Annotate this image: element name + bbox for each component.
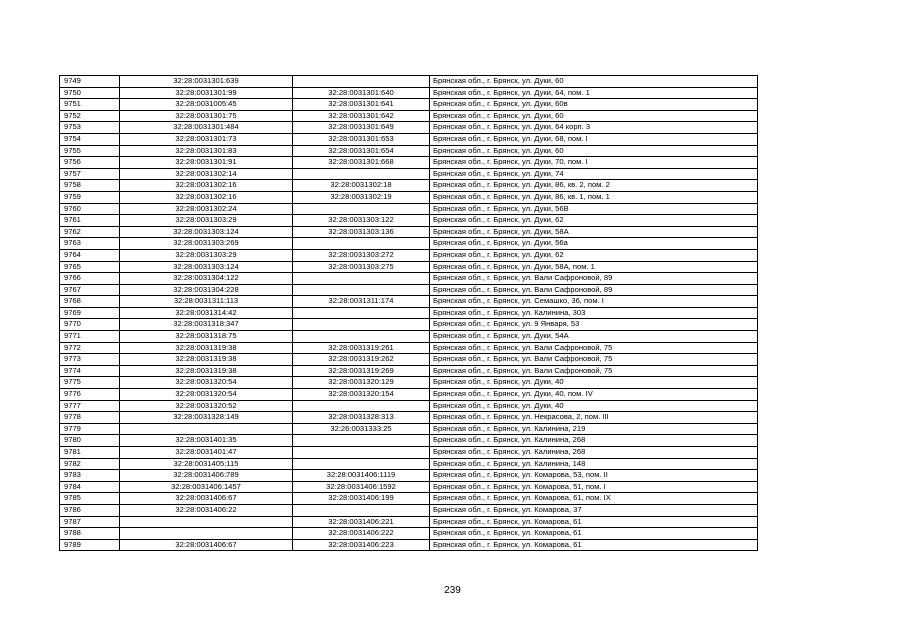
- parcel-cadastral-number-cell: 32:28:0031318:347: [120, 319, 293, 331]
- parcel-cadastral-number-cell: 32:28:0031301:83: [120, 145, 293, 157]
- building-cadastral-number-cell: 32:28:0031301:668: [293, 157, 430, 169]
- table-row: [60, 539, 758, 551]
- table-row: [60, 191, 758, 203]
- row-number-cell: 9750: [60, 87, 120, 99]
- building-cadastral-number-cell: 32:28:0031301:641: [293, 99, 430, 111]
- table-row: [60, 319, 758, 331]
- parcel-cadastral-number-cell: 32:28:0031319:38: [120, 342, 293, 354]
- row-number-cell: 9755: [60, 145, 120, 157]
- address-cell: Брянская обл., г. Брянск, ул. Некрасова, 2, пом. III: [430, 412, 758, 424]
- table-row: [60, 435, 758, 447]
- row-number-cell: 9762: [60, 226, 120, 238]
- row-number-cell: 9771: [60, 331, 120, 343]
- building-cadastral-number-cell: 32:28:0031302:18: [293, 180, 430, 192]
- parcel-cadastral-number-cell: 32:28:0031303:29: [120, 249, 293, 261]
- row-number-cell: 9754: [60, 133, 120, 145]
- address-cell: Брянская обл., г. Брянск, ул. Дуки, 40: [430, 400, 758, 412]
- parcel-cadastral-number-cell: 32:28:0031406:789: [120, 470, 293, 482]
- address-cell: Брянская обл., г. Брянск, ул. Дуки, 60: [430, 145, 758, 157]
- row-number-cell: 9784: [60, 481, 120, 493]
- parcel-cadastral-number-cell: 32:28:0031303:124: [120, 261, 293, 273]
- parcel-cadastral-number-cell: 32:28:0031319:38: [120, 354, 293, 366]
- parcel-cadastral-number-cell: 32:28:0031005:45: [120, 99, 293, 111]
- row-number-cell: 9777: [60, 400, 120, 412]
- building-cadastral-number-cell: 32:28:0031301:654: [293, 145, 430, 157]
- building-cadastral-number-cell: 32:28:0031303:136: [293, 226, 430, 238]
- building-cadastral-number-cell: 32:28:0031406:1592: [293, 481, 430, 493]
- row-number-cell: 9776: [60, 389, 120, 401]
- row-number-cell: 9749: [60, 76, 120, 88]
- building-cadastral-number-cell: 32:28:0031406:1119: [293, 470, 430, 482]
- row-number-cell: 9772: [60, 342, 120, 354]
- row-number-cell: 9766: [60, 273, 120, 285]
- row-number-cell: 9789: [60, 539, 120, 551]
- building-cadastral-number-cell: 32:28:0031328:313: [293, 412, 430, 424]
- address-cell: Брянская обл., г. Брянск, ул. Дуки, 58А: [430, 226, 758, 238]
- building-cadastral-number-cell: 32:28:0031406:199: [293, 493, 430, 505]
- table-row: [60, 470, 758, 482]
- table-row: [60, 99, 758, 111]
- address-cell: Брянская обл., г. Брянск, ул. Дуки, 40, пом. IV: [430, 389, 758, 401]
- building-cadastral-number-cell: [293, 458, 430, 470]
- row-number-cell: 9775: [60, 377, 120, 389]
- parcel-cadastral-number-cell: 32:28:0031406:1457: [120, 481, 293, 493]
- address-cell: Брянская обл., г. Брянск, ул. Дуки, 56а: [430, 238, 758, 250]
- row-number-cell: 9778: [60, 412, 120, 424]
- building-cadastral-number-cell: [293, 504, 430, 516]
- cadastral-table: [59, 75, 758, 551]
- table-row: [60, 423, 758, 435]
- address-cell: Брянская обл., г. Брянск, ул. Комарова, 37: [430, 504, 758, 516]
- parcel-cadastral-number-cell: 32:28:0031304:122: [120, 273, 293, 285]
- parcel-cadastral-number-cell: 32:28:0031302:16: [120, 191, 293, 203]
- parcel-cadastral-number-cell: 32:28:0031405:115: [120, 458, 293, 470]
- row-number-cell: 9773: [60, 354, 120, 366]
- row-number-cell: 9768: [60, 296, 120, 308]
- table-row: [60, 133, 758, 145]
- address-cell: Брянская обл., г. Брянск, ул. Дуки, 58А, пом. 1: [430, 261, 758, 273]
- building-cadastral-number-cell: [293, 76, 430, 88]
- row-number-cell: 9785: [60, 493, 120, 505]
- parcel-cadastral-number-cell: 32:28:0031406:22: [120, 504, 293, 516]
- address-cell: Брянская обл., г. Брянск, ул. Семашко, 36, пом. I: [430, 296, 758, 308]
- table-row: [60, 284, 758, 296]
- building-cadastral-number-cell: 32:28:0031301:649: [293, 122, 430, 134]
- building-cadastral-number-cell: 32:28:0031320:129: [293, 377, 430, 389]
- parcel-cadastral-number-cell: 32:28:0031302:14: [120, 168, 293, 180]
- address-cell: Брянская обл., г. Брянск, ул. Дуки, 56В: [430, 203, 758, 215]
- building-cadastral-number-cell: 32:28:0031319:261: [293, 342, 430, 354]
- parcel-cadastral-number-cell: 32:28:0031303:124: [120, 226, 293, 238]
- row-number-cell: 9774: [60, 365, 120, 377]
- table-row: [60, 122, 758, 134]
- building-cadastral-number-cell: [293, 168, 430, 180]
- table-row: [60, 504, 758, 516]
- table-row: [60, 493, 758, 505]
- table-row: [60, 249, 758, 261]
- building-cadastral-number-cell: [293, 273, 430, 285]
- building-cadastral-number-cell: [293, 319, 430, 331]
- table-row: [60, 226, 758, 238]
- table-row: [60, 261, 758, 273]
- parcel-cadastral-number-cell: 32:28:0031320:52: [120, 400, 293, 412]
- building-cadastral-number-cell: 32:28:0031301:653: [293, 133, 430, 145]
- parcel-cadastral-number-cell: 32:28:0031301:639: [120, 76, 293, 88]
- row-number-cell: 9787: [60, 516, 120, 528]
- parcel-cadastral-number-cell: 32:28:0031303:269: [120, 238, 293, 250]
- table-row: [60, 377, 758, 389]
- parcel-cadastral-number-cell: 32:28:0031318:75: [120, 331, 293, 343]
- address-cell: Брянская обл., г. Брянск, ул. Дуки, 74: [430, 168, 758, 180]
- parcel-cadastral-number-cell: 32:28:0031319:38: [120, 365, 293, 377]
- building-cadastral-number-cell: 32:28:0031406:221: [293, 516, 430, 528]
- table-row: [60, 400, 758, 412]
- parcel-cadastral-number-cell: 32:28:0031301:73: [120, 133, 293, 145]
- address-cell: Брянская обл., г. Брянск, ул. Дуки, 86, кв. 2, пом. 2: [430, 180, 758, 192]
- table-row: [60, 76, 758, 88]
- parcel-cadastral-number-cell: 32:28:0031301:99: [120, 87, 293, 99]
- row-number-cell: 9756: [60, 157, 120, 169]
- table-row: [60, 342, 758, 354]
- building-cadastral-number-cell: 32:28:0031319:269: [293, 365, 430, 377]
- parcel-cadastral-number-cell: 32:28:0031301:484: [120, 122, 293, 134]
- address-cell: Брянская обл., г. Брянск, ул. Дуки, 60: [430, 110, 758, 122]
- parcel-cadastral-number-cell: 32:28:0031328:149: [120, 412, 293, 424]
- building-cadastral-number-cell: 32:28:0031406:222: [293, 528, 430, 540]
- table-row: [60, 296, 758, 308]
- row-number-cell: 9769: [60, 307, 120, 319]
- row-number-cell: 9751: [60, 99, 120, 111]
- table-row: [60, 87, 758, 99]
- table-row: [60, 389, 758, 401]
- cadastral-table-body: [60, 76, 758, 551]
- address-cell: Брянская обл., г. Брянск, ул. Дуки, 54А: [430, 331, 758, 343]
- building-cadastral-number-cell: [293, 307, 430, 319]
- parcel-cadastral-number-cell: 32:28:0031302:24: [120, 203, 293, 215]
- table-row: [60, 516, 758, 528]
- building-cadastral-number-cell: 32:28:0031320:154: [293, 389, 430, 401]
- building-cadastral-number-cell: 32:28:0031301:640: [293, 87, 430, 99]
- building-cadastral-number-cell: 32:28:0031406:223: [293, 539, 430, 551]
- address-cell: Брянская обл., г. Брянск, ул. Вали Сафроновой, 75: [430, 342, 758, 354]
- building-cadastral-number-cell: 32:26:0031333:25: [293, 423, 430, 435]
- address-cell: Брянская обл., г. Брянск, ул. Калинина, 268: [430, 435, 758, 447]
- address-cell: Брянская обл., г. Брянск, ул. Дуки, 70, пом. I: [430, 157, 758, 169]
- row-number-cell: 9779: [60, 423, 120, 435]
- row-number-cell: 9765: [60, 261, 120, 273]
- table-row: [60, 447, 758, 459]
- table-row: [60, 157, 758, 169]
- table-row: [60, 238, 758, 250]
- parcel-cadastral-number-cell: 32:28:0031301:91: [120, 157, 293, 169]
- address-cell: Брянская обл., г. Брянск, ул. Дуки, 62: [430, 249, 758, 261]
- building-cadastral-number-cell: [293, 435, 430, 447]
- parcel-cadastral-number-cell: 32:28:0031401:35: [120, 435, 293, 447]
- address-cell: Брянская обл., г. Брянск, ул. Дуки, 40: [430, 377, 758, 389]
- row-number-cell: 9764: [60, 249, 120, 261]
- table-row: [60, 145, 758, 157]
- table-row: [60, 365, 758, 377]
- row-number-cell: 9763: [60, 238, 120, 250]
- row-number-cell: 9757: [60, 168, 120, 180]
- table-row: [60, 458, 758, 470]
- table-row: [60, 180, 758, 192]
- building-cadastral-number-cell: 32:28:0031301:642: [293, 110, 430, 122]
- building-cadastral-number-cell: [293, 331, 430, 343]
- address-cell: Брянская обл., г. Брянск, ул. Дуки, 64, пом. 1: [430, 87, 758, 99]
- address-cell: Брянская обл., г. Брянск, ул. 9 Января, 53: [430, 319, 758, 331]
- table-row: [60, 273, 758, 285]
- address-cell: Брянская обл., г. Брянск, ул. Комарова, 61: [430, 528, 758, 540]
- address-cell: Брянская обл., г. Брянск, ул. Вали Сафроновой, 75: [430, 354, 758, 366]
- table-row: [60, 528, 758, 540]
- table-row: [60, 481, 758, 493]
- parcel-cadastral-number-cell: 32:28:0031304:228: [120, 284, 293, 296]
- address-cell: Брянская обл., г. Брянск, ул. Комарова, 53, пом. II: [430, 470, 758, 482]
- building-cadastral-number-cell: [293, 238, 430, 250]
- row-number-cell: 9761: [60, 215, 120, 227]
- table-row: [60, 110, 758, 122]
- table-row: [60, 203, 758, 215]
- row-number-cell: 9783: [60, 470, 120, 482]
- table-row: [60, 215, 758, 227]
- address-cell: Брянская обл., г. Брянск, ул. Вали Сафроновой, 75: [430, 365, 758, 377]
- building-cadastral-number-cell: 32:28:0031303:272: [293, 249, 430, 261]
- parcel-cadastral-number-cell: 32:28:0031314:42: [120, 307, 293, 319]
- address-cell: Брянская обл., г. Брянск, ул. Комарова, 61: [430, 516, 758, 528]
- address-cell: Брянская обл., г. Брянск, ул. Калинина, 148: [430, 458, 758, 470]
- row-number-cell: 9759: [60, 191, 120, 203]
- page-number: 239: [444, 585, 461, 596]
- parcel-cadastral-number-cell: 32:28:0031406:67: [120, 493, 293, 505]
- address-cell: Брянская обл., г. Брянск, ул. Комарова, 51, пом. I: [430, 481, 758, 493]
- parcel-cadastral-number-cell: 32:28:0031320:54: [120, 377, 293, 389]
- parcel-cadastral-number-cell: [120, 528, 293, 540]
- building-cadastral-number-cell: [293, 284, 430, 296]
- row-number-cell: 9752: [60, 110, 120, 122]
- table-row: [60, 354, 758, 366]
- row-number-cell: 9788: [60, 528, 120, 540]
- parcel-cadastral-number-cell: 32:28:0031302:16: [120, 180, 293, 192]
- table-row: [60, 331, 758, 343]
- row-number-cell: 9758: [60, 180, 120, 192]
- table-row: [60, 168, 758, 180]
- parcel-cadastral-number-cell: 32:28:0031303:29: [120, 215, 293, 227]
- parcel-cadastral-number-cell: 32:28:0031301:75: [120, 110, 293, 122]
- table-row: [60, 412, 758, 424]
- row-number-cell: 9770: [60, 319, 120, 331]
- building-cadastral-number-cell: 32:28:0031319:262: [293, 354, 430, 366]
- address-cell: Брянская обл., г. Брянск, ул. Калинина, 219: [430, 423, 758, 435]
- building-cadastral-number-cell: 32:28:0031302:19: [293, 191, 430, 203]
- address-cell: Брянская обл., г. Брянск, ул. Комарова, 61, пом. IX: [430, 493, 758, 505]
- parcel-cadastral-number-cell: [120, 423, 293, 435]
- address-cell: Брянская обл., г. Брянск, ул. Дуки, 64 корп. 3: [430, 122, 758, 134]
- row-number-cell: 9760: [60, 203, 120, 215]
- parcel-cadastral-number-cell: 32:28:0031311:113: [120, 296, 293, 308]
- row-number-cell: 9782: [60, 458, 120, 470]
- building-cadastral-number-cell: [293, 400, 430, 412]
- row-number-cell: 9767: [60, 284, 120, 296]
- address-cell: Брянская обл., г. Брянск, ул. Калинина, 303: [430, 307, 758, 319]
- building-cadastral-number-cell: [293, 447, 430, 459]
- address-cell: Брянская обл., г. Брянск, ул. Вали Сафроновой, 89: [430, 284, 758, 296]
- table-row: [60, 307, 758, 319]
- row-number-cell: 9753: [60, 122, 120, 134]
- parcel-cadastral-number-cell: 32:28:0031320:54: [120, 389, 293, 401]
- address-cell: Брянская обл., г. Брянск, ул. Дуки, 68, пом. I: [430, 133, 758, 145]
- building-cadastral-number-cell: 32:28:0031303:275: [293, 261, 430, 273]
- address-cell: Брянская обл., г. Брянск, ул. Дуки, 60в: [430, 99, 758, 111]
- row-number-cell: 9780: [60, 435, 120, 447]
- parcel-cadastral-number-cell: 32:28:0031401:47: [120, 447, 293, 459]
- parcel-cadastral-number-cell: 32:28:0031406:67: [120, 539, 293, 551]
- row-number-cell: 9786: [60, 504, 120, 516]
- address-cell: Брянская обл., г. Брянск, ул. Дуки, 62: [430, 215, 758, 227]
- building-cadastral-number-cell: 32:28:0031303:122: [293, 215, 430, 227]
- parcel-cadastral-number-cell: [120, 516, 293, 528]
- address-cell: Брянская обл., г. Брянск, ул. Комарова, 61: [430, 539, 758, 551]
- address-cell: Брянская обл., г. Брянск, ул. Дуки, 60: [430, 76, 758, 88]
- address-cell: Брянская обл., г. Брянск, ул. Вали Сафроновой, 89: [430, 273, 758, 285]
- row-number-cell: 9781: [60, 447, 120, 459]
- address-cell: Брянская обл., г. Брянск, ул. Калинина, 268: [430, 447, 758, 459]
- building-cadastral-number-cell: 32:28:0031311:174: [293, 296, 430, 308]
- building-cadastral-number-cell: [293, 203, 430, 215]
- address-cell: Брянская обл., г. Брянск, ул. Дуки, 86, кв. 1, пом. 1: [430, 191, 758, 203]
